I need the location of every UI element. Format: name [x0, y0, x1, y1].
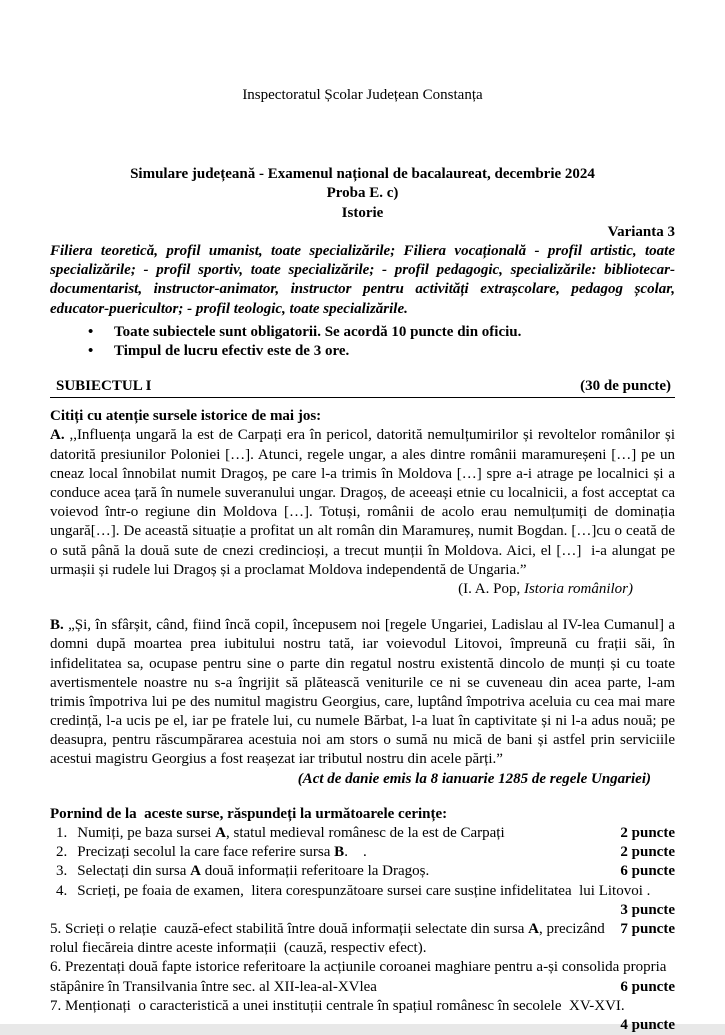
exam-subject: Istorie	[341, 204, 384, 221]
source-b-paragraph	[50, 616, 675, 770]
question-1-text: 1. Numiți, pe baza sursei A, statul medieval românesc de la est de Carpați	[56, 824, 505, 843]
question-6-text: 6. Prezentați două fapte istorice referitoare la acțiunile coroanei maghiare pentru a-și consolida propria stăpânire în Transilvania între sec. al XII-lea-al-XVlea	[50, 959, 667, 995]
question-4-number: 4.	[56, 882, 68, 899]
source-a-label: A.	[50, 427, 65, 444]
question-5-points: 7 puncte	[620, 920, 675, 937]
question-4	[50, 882, 675, 920]
source-b-text: „Și, în sfârșit, când, fiind încă copil, începusem noi [regele Ungariei, Ladislau al IV-lea Cumanul] a domni după moartea prea iubitului nostru tată, iar voievodul Litovoi, împreună cu frații săi, în infidelitatea sa, ocupase pentru sine o parte din regatul nostru existentă dincolo de munți și cu toate avertismentele noastre nu s-a îngrijit să plătească veniturile ce ni se cuveneau din acea parte, l-am trimis împotriva lui pe des numitul magistru Georgius, care, luptând împotriva aceluia cu cea mai mare credință, l-a ucis pe el, iar pe fratele lui, cu numele Bărbat, l-a luat în captivitate și ni l-a adus nouă; pe deasupra, pentru răscumpărarea acestuia noi am stors o sumă nu mică de bani și astfel prin serviciile acestui magistru Georgius a fost reașezat iar tributul nostru din acele părți.”	[50, 617, 675, 768]
question-3-points: 6 puncte	[620, 863, 675, 880]
question-2-number: 2.	[56, 844, 68, 861]
source-a-text: ,,Influența ungară la est de Carpați era în pericol, datorită nemulțumirilor și revoltelor românilor și datorită presiunilor Poloniei […]. Atunci, regele ungar, a ales dintre românii maramureșeni […] pe un cneaz local înnobilat numit Dragoș, pe care l-a trimis în Moldova […] spre a-i atrage pe localnici și a conduce acea țară în numele suveranului ungar. Dragoș, de aceeași etnie cu localnicii, a fost acceptat ca voievod într-o regiune din Moldova […]. Totuși, românii de acolo erau nemulțumiți de dominația ungară[…]. De această situație a profitat un alt român din Maramureș, numit Bogdan. […]cu o ceată de o sută până la două sute de cnezi credincioși, a trecut munții în Moldova. Aici, el […] i-a alungat pe urmașii și rudele lui Dragoș și a proclamat Moldova independentă de Ungaria.”	[50, 427, 675, 578]
question-4-text: 4. Scrieți, pe foaia de examen, litera corespunzătoare sursei care susține infidelitatea lui Litovoi .	[56, 882, 675, 901]
question-1-number: 1.	[56, 825, 68, 841]
question-1	[50, 824, 675, 843]
exam-title-block	[50, 165, 675, 223]
exam-proba: Proba E. c)	[326, 185, 399, 202]
source-a-paragraph	[50, 426, 675, 580]
source-a-attribution-work: Istoria românilor)	[523, 580, 633, 597]
question-5-number: 5.	[50, 920, 62, 937]
question-5	[50, 920, 675, 958]
source-a-attribution-author: (I. A. Pop,	[458, 580, 524, 597]
requirements-intro: Pornind de la aceste surse, răspundeți la următoarele cerințe:	[50, 805, 448, 822]
source-b-section	[50, 616, 675, 789]
source-a-attribution	[50, 580, 675, 599]
subject-title: SUBIECTUL I	[56, 378, 152, 395]
subject-points: (30 de puncte)	[580, 378, 671, 395]
institution-header: Inspectoratul Școlar Județean Constanța	[242, 87, 483, 103]
question-5-text: 5. Scrieți o relație cauză-efect stabilită între două informații selectate din sursa A, precizând rolul fiecăreia dintre aceste informații (cauză, respectiv efect).	[50, 920, 605, 957]
source-b-attribution: (Act de danie emis la 8 ianuarie 1285 de regele Ungariei)	[297, 770, 651, 787]
question-7	[50, 997, 675, 1035]
exam-title: Simulare județeană - Examenul național de bacalaureat, decembrie 2024	[130, 166, 595, 183]
instruction-item-time: • Timpul de lucru efectiv este de 3 ore.	[50, 342, 675, 361]
question-2-text: 2. Precizați secolul la care face referire sursa B. .	[56, 843, 367, 862]
sources-intro: Citiți cu atenție sursele istorice de mai jos:	[50, 408, 322, 425]
question-1-points: 2 puncte	[620, 825, 675, 841]
question-7-text: 7. Menționați o caracteristică a unei instituții centrale în spațiul românesc în secolele XV-XVI.	[50, 997, 625, 1014]
instruction-item-mandatory: • Toate subiectele sunt obligatorii. Se acordă 10 puncte din oficiu.	[50, 323, 675, 342]
instructions-list	[50, 323, 675, 361]
subject-header	[50, 377, 675, 398]
source-b-label: B.	[50, 617, 64, 634]
question-2-points: 2 puncte	[620, 844, 675, 861]
profile-note: Filiera teoretică, profil umanist, toate specializările; Filiera vocațională - profil artistic, toate specializările; - profil sportiv, toate specializările; - profil pedagogic, specializările: bibliotecar-documentarist, instructor-animator, instructor pentru activități extrașcolare, pedagog școlar, educator-puericultor; - profil teologic, toate specializările.	[50, 242, 675, 317]
question-2	[50, 843, 675, 862]
question-3	[50, 862, 675, 881]
question-6-points: 6 puncte	[620, 978, 675, 995]
question-6-number: 6.	[50, 959, 62, 976]
question-7-number: 7.	[50, 997, 62, 1014]
question-7-points: 4 puncte	[620, 1016, 675, 1033]
variant-label: Varianta 3	[607, 223, 675, 240]
question-4-points: 3 puncte	[620, 901, 675, 918]
question-3-text: 3. Selectați din sursa A două informații referitoare la Dragoș.	[56, 862, 429, 881]
question-6	[50, 958, 675, 996]
question-3-number: 3.	[56, 863, 68, 880]
